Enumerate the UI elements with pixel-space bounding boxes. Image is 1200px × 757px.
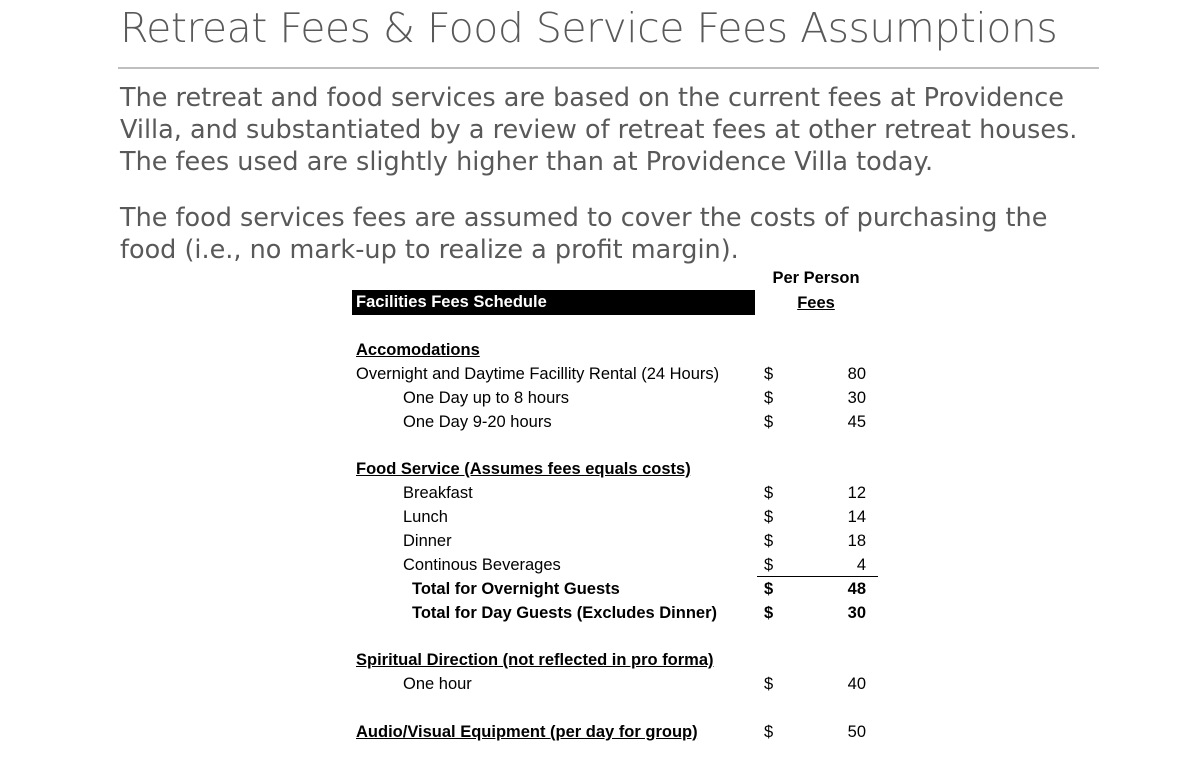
row-label: Breakfast <box>403 484 473 502</box>
row-currency: $ <box>764 675 774 693</box>
total-value: 30 <box>847 604 866 622</box>
row-currency: $ <box>764 532 774 550</box>
row-value: 50 <box>847 723 866 741</box>
row-value: 12 <box>847 484 866 502</box>
total-label: Total for Overnight Guests <box>412 580 620 598</box>
row-label: One hour <box>403 675 472 693</box>
section-title-audio-visual: Audio/Visual Equipment (per day for group) <box>356 723 698 741</box>
paragraph-food-costs: The food services fees are assumed to cover the costs of purchasing the food (i.e., no mark-up to realize a profit margin). <box>120 203 1048 265</box>
slide-title: Retreat Fees & Food Service Fees Assumptions <box>120 4 1058 52</box>
row-label: Overnight and Daytime Facillity Rental (24 Hours) <box>356 365 720 383</box>
row-currency: $ <box>764 389 774 407</box>
row-value: 80 <box>847 365 866 383</box>
column-header-fees: Fees <box>797 294 835 312</box>
total-value: 48 <box>847 580 866 598</box>
paragraph-fees-basis: The retreat and food services are based on the current fees at Providence Villa, and substantiated by a review of retreat fees at other retreat houses. The fees used are slightly higher than at Providence Villa today. <box>120 83 1078 177</box>
section-title-food-service: Food Service (Assumes fees equals costs) <box>356 460 691 478</box>
row-label: Dinner <box>403 532 452 550</box>
row-currency: $ <box>764 365 774 383</box>
row-value: 14 <box>847 508 866 526</box>
row-value: 45 <box>847 413 866 431</box>
row-currency: $ <box>764 484 774 502</box>
row-currency: $ <box>764 556 774 574</box>
row-label: One Day up to 8 hours <box>403 389 570 407</box>
total-label: Total for Day Guests (Excludes Dinner) <box>412 604 718 622</box>
section-title-accommodations: Accomodations <box>356 341 480 359</box>
total-currency: $ <box>764 580 774 598</box>
section-title-spiritual-direction: Spiritual Direction (not reflected in pro forma) <box>356 651 714 669</box>
row-currency: $ <box>764 723 774 741</box>
row-currency: $ <box>764 413 774 431</box>
row-value: 18 <box>847 532 866 550</box>
total-currency: $ <box>764 604 774 622</box>
row-label: Continous Beverages <box>403 556 561 574</box>
subtotal-rule <box>757 576 878 577</box>
row-label: One Day 9-20 hours <box>403 413 552 431</box>
row-label: Lunch <box>403 508 448 526</box>
row-value: 40 <box>847 675 866 693</box>
column-header-per-person: Per Person <box>772 269 860 287</box>
row-currency: $ <box>764 508 774 526</box>
table-header-bar: Facilities Fees Schedule <box>352 290 755 315</box>
row-value: 4 <box>856 556 866 574</box>
row-value: 30 <box>847 389 866 407</box>
